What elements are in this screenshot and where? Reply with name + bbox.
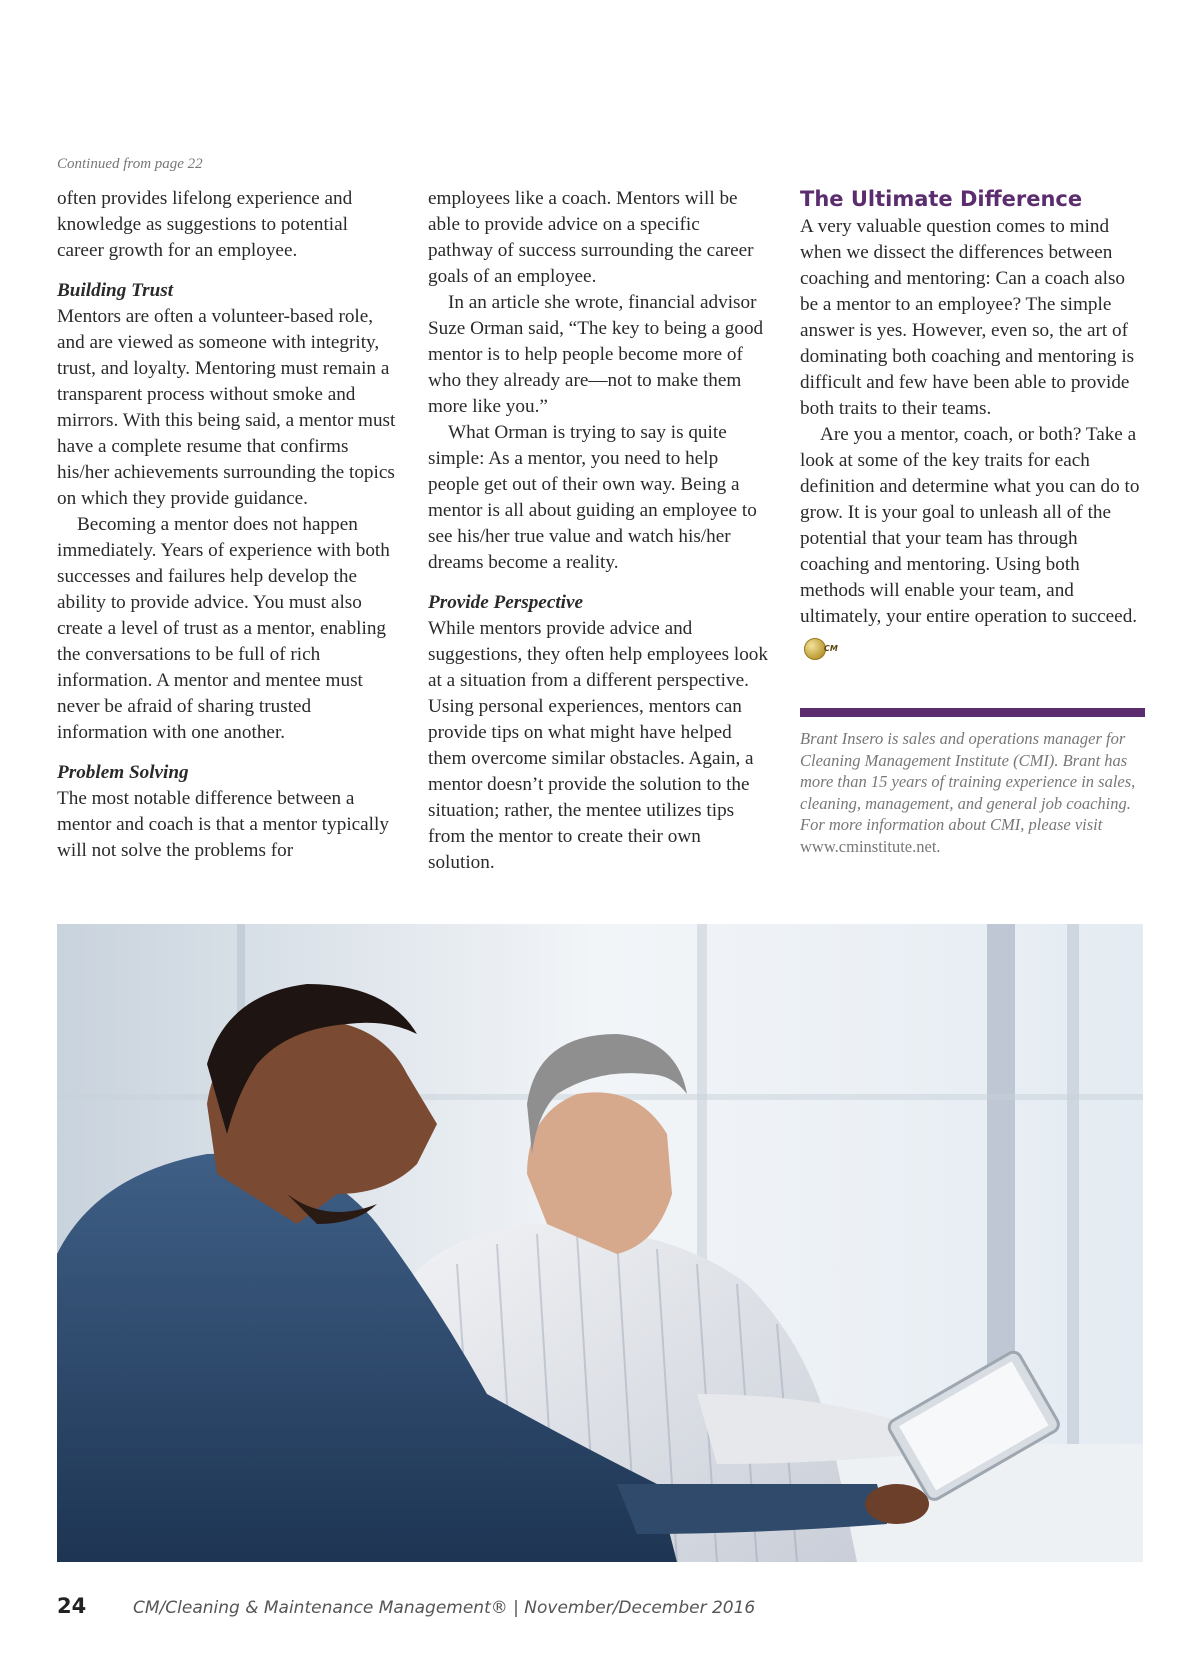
cm-end-mark-icon: CM [804,638,826,660]
paragraph: What Orman is trying to say is quite simple: As a mentor, you need to help people get out of their own way. Being a mentor is all about guiding an employee to see his/her true value and watch his/her dreams become a reality. [428,422,757,573]
article-column-1 [57,186,397,864]
section-heading: The Ultimate Difference [800,187,1083,211]
article-photo [57,924,1143,1562]
paragraph: While mentors provide advice and suggestions, they often help employees look at a situation from a different perspective. Using personal experiences, mentors can provide tips on what might have helped them overcome similar obstacles. Again, a mentor doesn’t provide the solution to the situation; rather, the mentee utilizes tips from the mentor to create their own solution. [428,618,768,873]
paragraph: employees like a coach. Mentors will be able to provide advice on a specific pathway of success surrounding the career goals of an employee. [428,188,754,287]
subheading-building-trust: Building Trust [57,280,174,301]
bio-text: Brant Insero is sales and operations manager for Cleaning Management Institute (CMI). Brant has more than 15 years of training experience in sales, cleaning, management, and general job coaching. For more information about CMI, please visit [800,729,1136,834]
bio-divider [800,708,1145,717]
paragraph-text: Are you a mentor, coach, or both? Take a look at some of the key traits for each definition and determine what you can do to grow. It is your goal to unleash all of the potential that your team has through coaching and mentoring. Using both methods will enable your team, and ultimately, your entire operation to succeed. [800,424,1140,627]
paragraph [800,422,1145,660]
article-column-2 [428,186,768,876]
bio-link[interactable]: www.cminstitute.net. [800,836,941,856]
publication-footer: CM/Cleaning & Maintenance Management® | November/December 2016 [133,1598,756,1618]
paragraph: In an article she wrote, financial advisor Suze Orman said, “The key to being a good mentor is to help people become more of who they already are—not to make them more like you.” [428,292,764,417]
author-bio [800,728,1145,857]
paragraph: A very valuable question comes to mind when we dissect the differences between coaching and mentoring: Can a coach also be a mentor to an employee? The simple answer is yes. However, even so, the art of dominating both coaching and mentoring is difficult and few have been able to provide both traits to their teams. [800,216,1135,419]
article-column-3 [800,186,1145,660]
paragraph: often provides lifelong experience and knowledge as suggestions to potential career growth for an employee. [57,188,353,261]
paragraph: Mentors are often a volunteer-based role, and are viewed as someone with integrity, trust, and loyalty. Mentoring must remain a transparent process without smoke and mirrors. With this being said, a mentor must have a complete resume that confirms his/her achievements surrounding the topics on which they provide guidance. [57,306,396,509]
paragraph: The most notable difference between a mentor and coach is that a mentor typically will not solve the problems for [57,788,389,861]
subheading-provide-perspective: Provide Perspective [428,592,584,613]
paragraph: Becoming a mentor does not happen immediately. Years of experience with both successes and failures help develop the ability to provide advice. You must also create a level of trust as a mentor, enabling the conversations to be full of rich information. A mentor and mentee must never be afraid of sharing trusted information with one another. [57,514,390,743]
continued-note: Continued from page 22 [57,156,203,172]
photo-illustration [57,924,1143,1562]
page-number: 24 [57,1594,87,1618]
subheading-problem-solving: Problem Solving [57,762,189,783]
